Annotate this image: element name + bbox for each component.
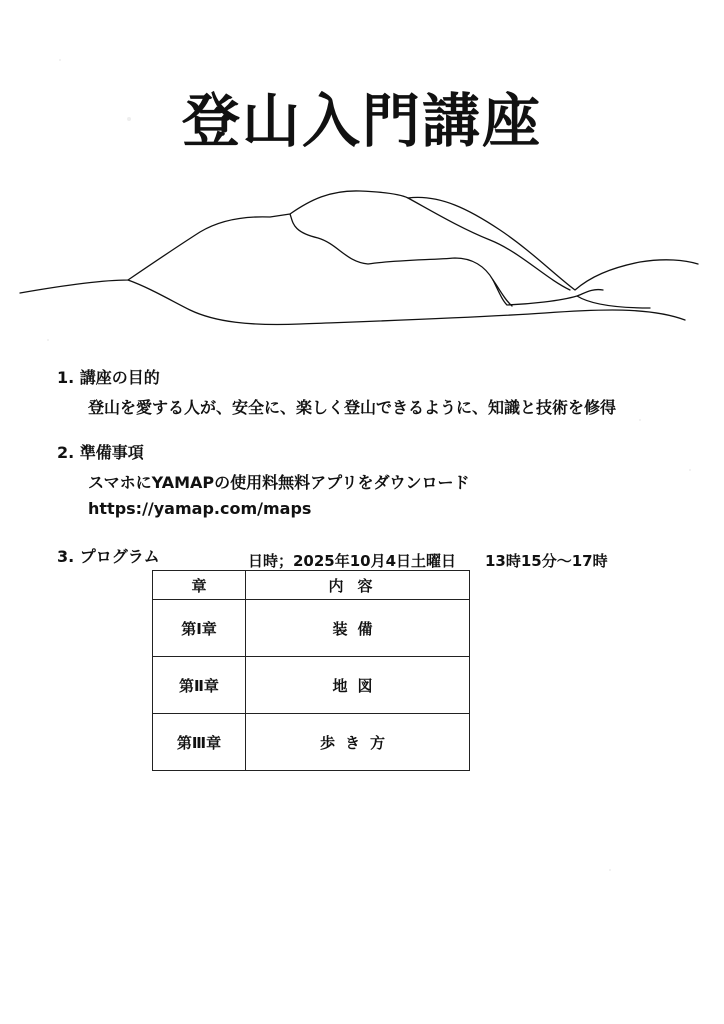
content-cell: 地図 <box>246 657 470 714</box>
chapter-cell: 第Ⅰ章 <box>153 600 246 657</box>
yamap-url: https://yamap.com/maps <box>88 499 312 518</box>
table-row <box>153 714 470 771</box>
schedule-date: 日時；2025年10月4日土曜日 <box>248 552 457 570</box>
purpose-text: 登山を愛する人が、安全に、楽しく登山できるように、知識と技術を修得 <box>88 398 617 417</box>
chapter-cell: 第Ⅲ章 <box>153 714 246 771</box>
schedule-time: 13時15分～17時 <box>485 552 608 570</box>
program-table <box>152 570 470 771</box>
table-row <box>153 657 470 714</box>
mountain-illustration <box>0 180 724 350</box>
content-cell: 歩き方 <box>246 714 470 771</box>
section-heading-preparation: 2. 準備事項 <box>57 443 144 462</box>
table-header-row <box>153 571 470 600</box>
content-cell: 装備 <box>246 600 470 657</box>
section-heading-purpose: 1. 講座の目的 <box>57 368 160 387</box>
preparation-text: スマホにYAMAPの使用料無料アプリをダウンロード <box>88 473 470 492</box>
chapter-cell: 第Ⅱ章 <box>153 657 246 714</box>
header-content: 内容 <box>246 571 470 600</box>
table-row <box>153 600 470 657</box>
page-title: 登山入門講座 <box>181 87 542 155</box>
section-heading-program: 3. プログラム <box>57 547 160 566</box>
header-chapter: 章 <box>153 571 246 600</box>
